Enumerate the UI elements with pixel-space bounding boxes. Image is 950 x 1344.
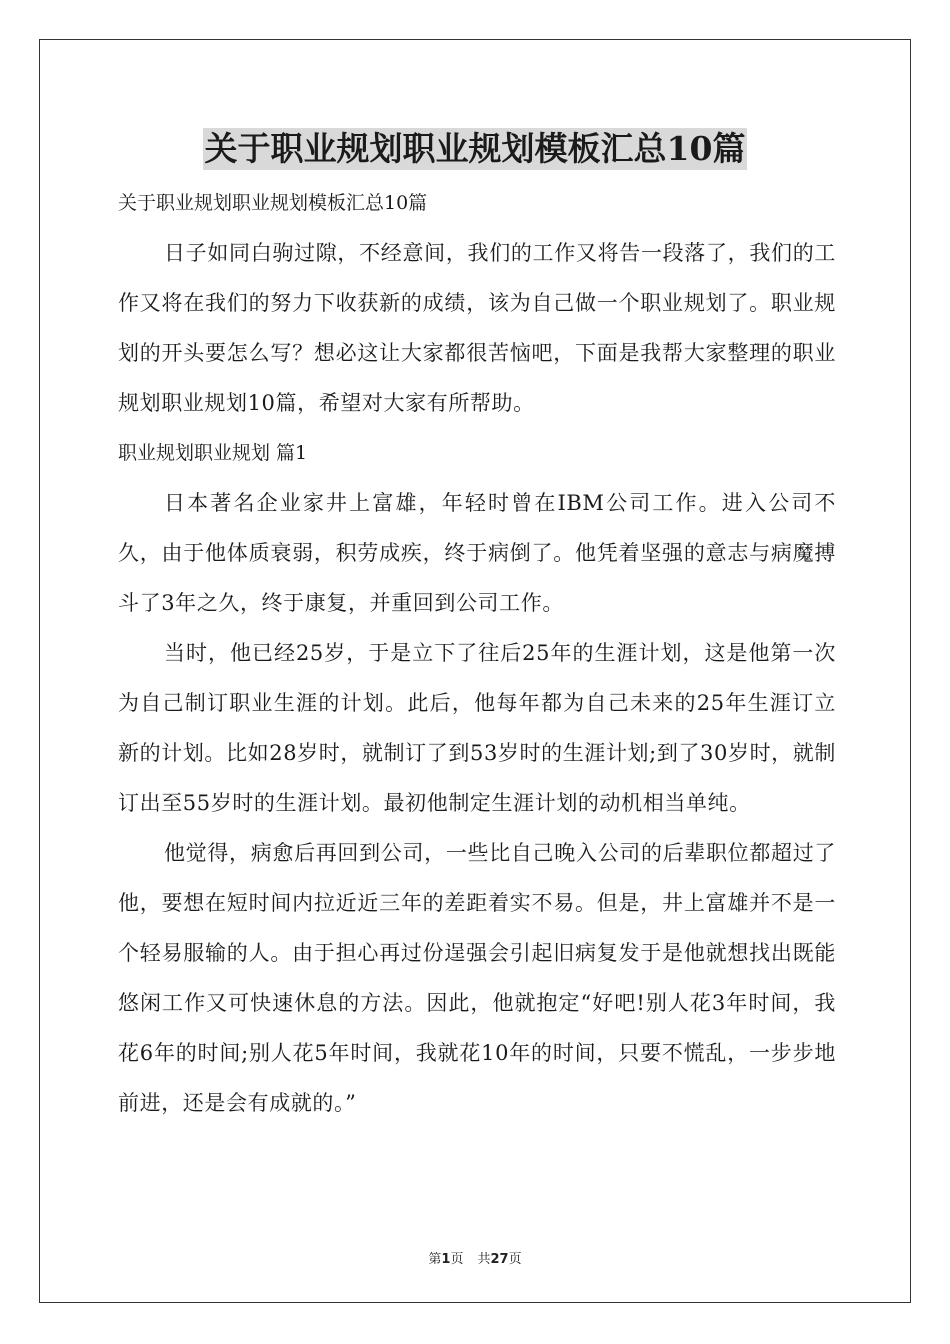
page-footer xyxy=(0,1248,950,1267)
document-title: 关于职业规划职业规划模板汇总10篇 xyxy=(204,129,746,168)
body-paragraph-2: 当时，他已经25岁，于是立下了往后25年的生涯计划，这是他第一次为自己制订职业生涯的计划。此后，他每年都为自己未来的25年生涯订立新的计划。比如28岁时，就制订了到53岁时的生涯计划;到了30岁时，就制订出至55岁时的生涯计划。最初他制定生涯计划的动机相当单纯。 xyxy=(118,641,836,815)
body-paragraph-3: 他觉得，病愈后再回到公司，一些比自己晚入公司的后辈职位都超过了他，要想在短时间内拉近近三年的差距着实不易。但是，井上富雄并不是一个轻易服输的人。由于担心再过份逞强会引起旧病复发于是他就想找出既能悠闲工作又可快速休息的方法。因此，他就抱定“好吧!别人花3年时间，我花6年的时间;别人花5年时间，我就花10年的时间，只要不慌乱，一步步地前进，还是会有成就的。” xyxy=(118,841,836,1115)
page-prefix: 第 xyxy=(428,1252,442,1267)
intro-paragraph: 日子如同白驹过隙，不经意间，我们的工作又将告一段落了，我们的工作又将在我们的努力下收获新的成绩，该为自己做一个职业规划了。职业规划的开头要怎么写？想必这让大家都很苦恼吧，下面是我帮大家整理的职业规划职业规划10篇，希望对大家有所帮助。 xyxy=(118,241,836,415)
total-suffix: 页 xyxy=(508,1252,522,1267)
document-subtitle: 关于职业规划职业规划模板汇总10篇 xyxy=(118,192,428,214)
page-total: 27 xyxy=(490,1252,509,1267)
total-prefix: 共 xyxy=(477,1252,491,1267)
section-heading: 职业规划职业规划 篇1 xyxy=(118,442,308,464)
document-body xyxy=(118,178,836,1128)
body-paragraph-1: 日本著名企业家井上富雄，年轻时曾在IBM公司工作。进入公司不久，由于他体质衰弱，积劳成疾，终于病倒了。他凭着坚强的意志与病魔搏斗了3年之久，终于康复，并重回到公司工作。 xyxy=(118,491,836,615)
page-suffix: 页 xyxy=(450,1252,464,1267)
page-number: 1 xyxy=(441,1252,451,1267)
title-block xyxy=(0,128,950,170)
